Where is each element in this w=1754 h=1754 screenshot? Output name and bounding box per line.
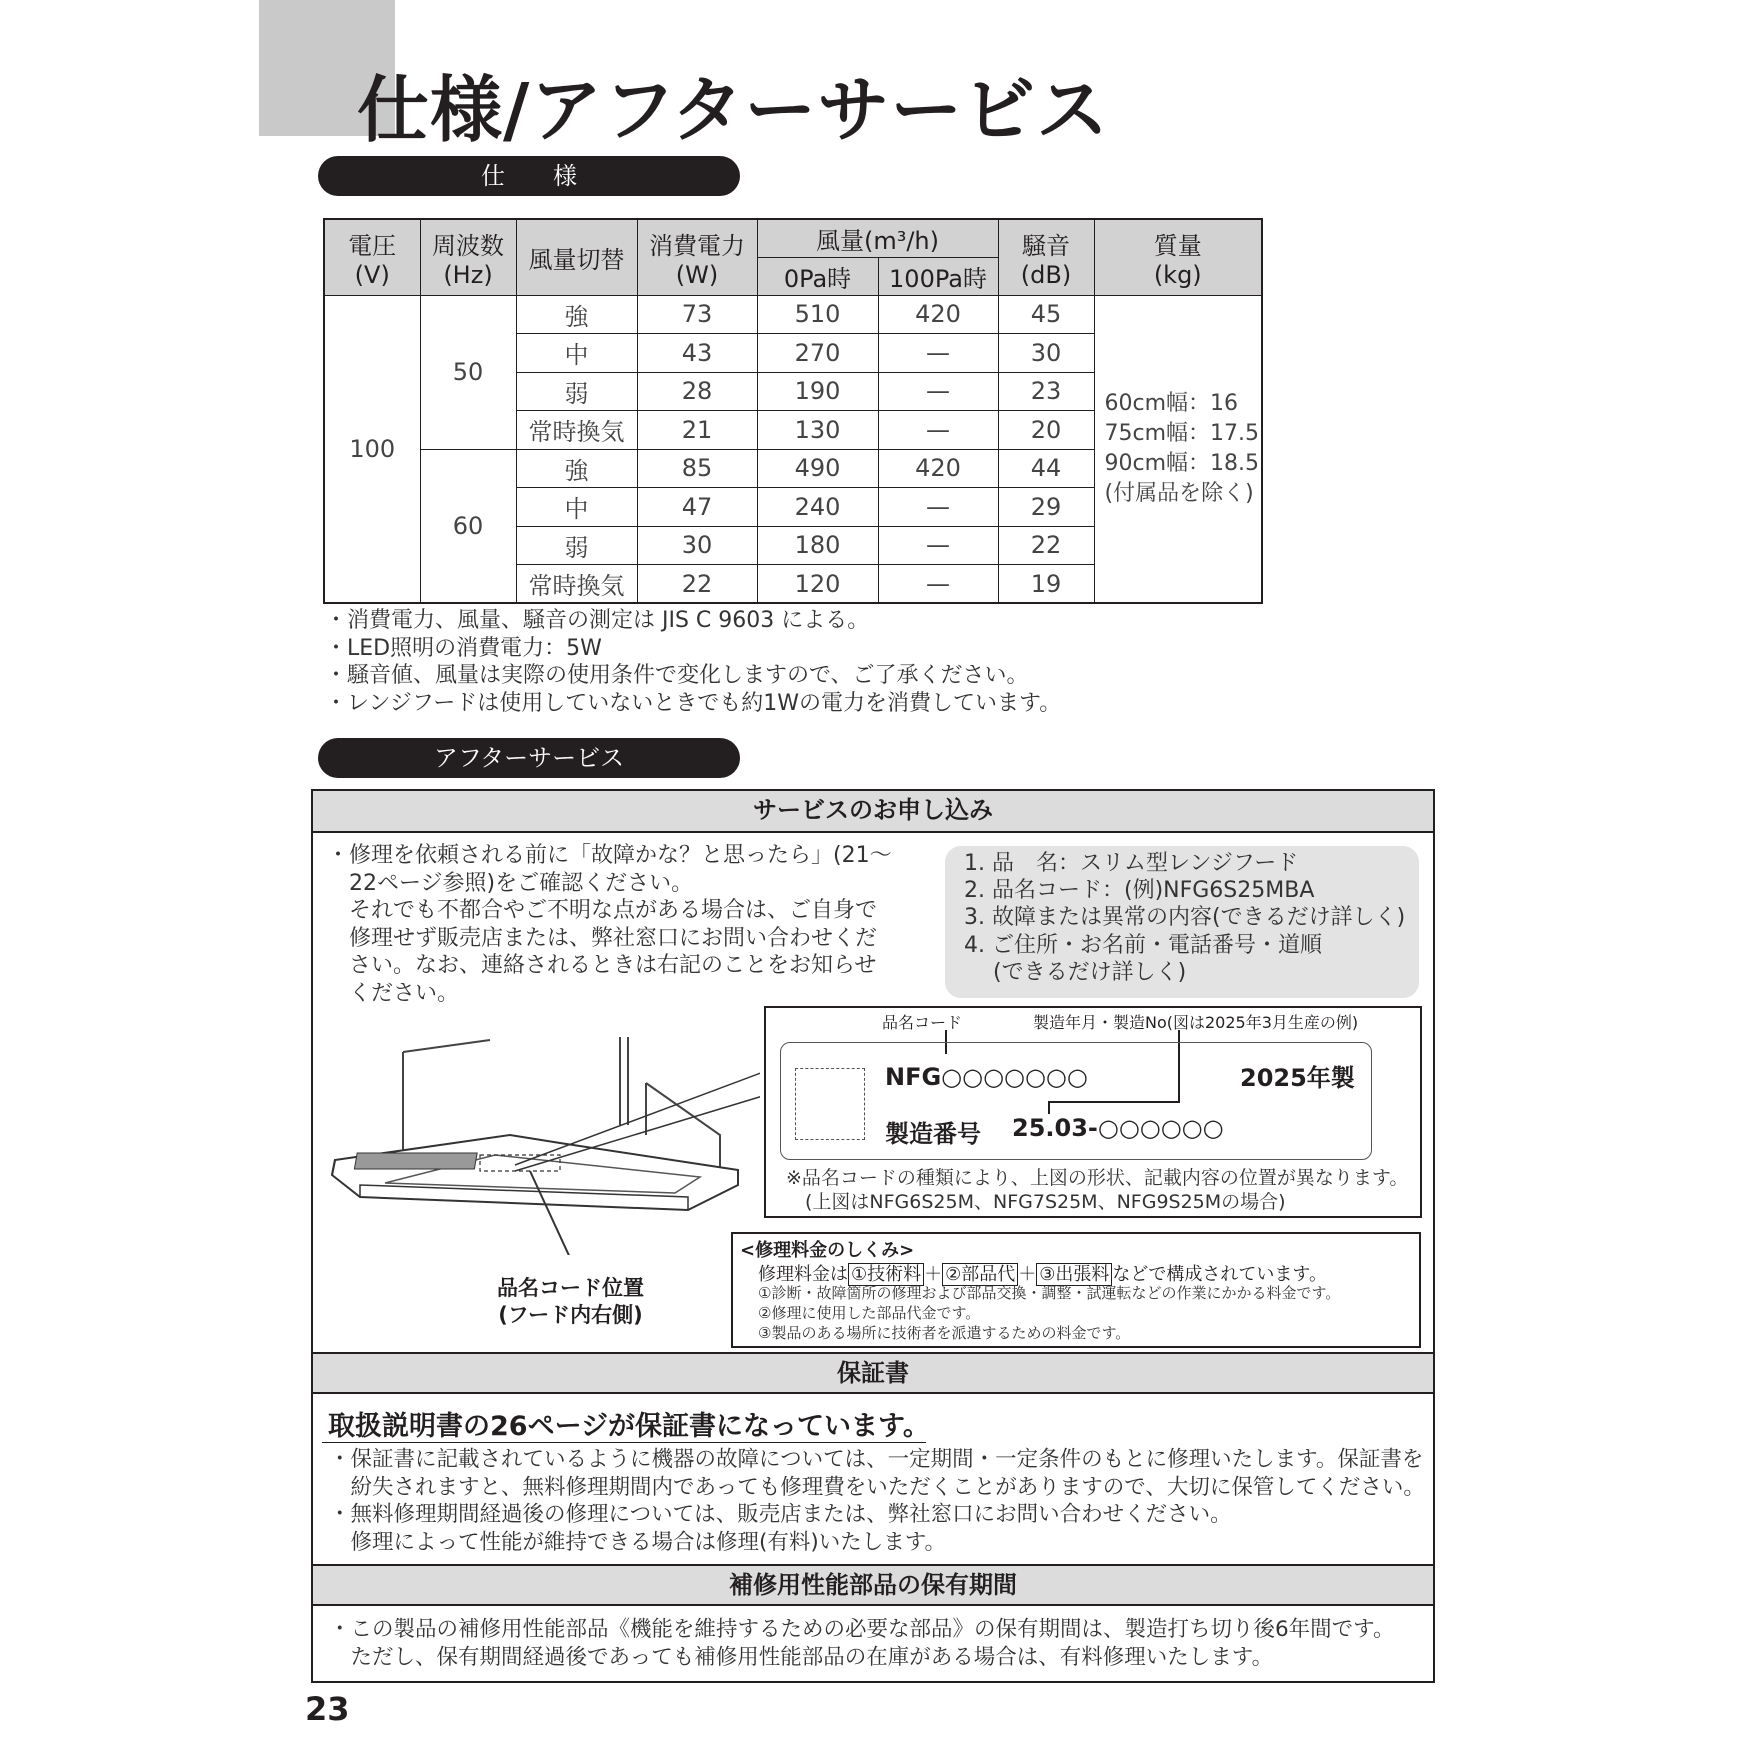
mode-header: 風量切替 [516,219,637,295]
freq-50-cell: 50 [420,295,516,449]
power-cell: 47 [637,488,757,527]
note-line: ・消費電力、風量、騒音の測定は JIS C 9603 による。 [325,608,870,633]
mode-cell: 中 [516,334,637,373]
serial-label: 製造番号 [885,1120,981,1148]
power-cell: 43 [637,334,757,373]
noise-cell: 29 [998,488,1094,527]
power-cell: 21 [637,411,757,450]
mode-cell: 強 [516,449,637,488]
table-row [324,295,1262,334]
airflow-0pa-cell: 510 [757,295,878,334]
application-text: ・修理を依頼される前に「故障かな？と思ったら」(21～ 22ページ参照)をご確認ください。 それでも不都合やご不明な点がある場合は、ご自身で 修理せず販売店または、弊社窓口にお問い合わせくだ さい。なお、連絡されるときは右記のことをお知らせ ください。 [327,843,892,1006]
airflow-100pa-cell: — [878,488,998,527]
spec-section-label: 仕 様 [318,156,740,196]
airflow-100pa-cell: — [878,526,998,565]
after-service-label: アフターサービス [318,738,740,778]
spec-notes [325,607,1061,717]
parts-header: 補修用性能部品の保有期間 [313,1564,1433,1606]
range-hood-illustration [330,1035,760,1255]
airflow-header: 風量(m³/h) [757,219,998,257]
mode-cell: 弱 [516,526,637,565]
airflow-100pa-cell: — [878,372,998,411]
airflow-100pa-cell: — [878,334,998,373]
airflow-0pa-cell: 180 [757,526,878,565]
airflow-0pa-cell: 120 [757,565,878,604]
airflow-100pa-cell: 420 [878,449,998,488]
power-cell: 30 [637,526,757,565]
noise-cell: 30 [998,334,1094,373]
application-header: サービスのお申し込み [313,791,1433,833]
noise-cell: 22 [998,526,1094,565]
year-value: 2025年製 [1240,1064,1355,1092]
freq-60-cell: 60 [420,449,516,603]
power-header: 消費電力 (W) [637,219,757,295]
fee-item-parts: ②部品代 [942,1263,1018,1286]
airflow-0pa-cell: 270 [757,334,878,373]
label-notes: ※品名コードの種類により、上図の形状、記載内容の位置が異なります。 (上図はNFG6S25M、NFG7S25M、NFG9S25Mの場合) [786,1167,1409,1213]
hood-caption: 品名コード位置 (フード内右側) [497,1276,644,1327]
power-cell: 28 [637,372,757,411]
power-cell: 73 [637,295,757,334]
noise-cell: 44 [998,449,1094,488]
airflow-0pa-cell: 130 [757,411,878,450]
parts-text: ・この製品の補修用性能部品《機能を維持するための必要な部品》の保有期間は、製造打ち切り後6年間です。 ただし、保有期間経過後であっても補修用性能部品の在庫がある場合は、有料修理いたします。 [329,1617,1395,1670]
airflow-100pa-cell: 420 [878,295,998,334]
voltage-header: 電圧 (V) [324,219,420,295]
mode-cell: 常時換気 [516,411,637,450]
label-stamp-area [795,1068,865,1140]
fee-heading: <修理料金のしくみ> [740,1240,915,1261]
noise-cell: 45 [998,295,1094,334]
code-value: NFG○○○○○○○ [885,1063,1088,1091]
voltage-cell: 100 [324,295,420,603]
fee-details: ①診断・故障箇所の修理および部品交換・調整・試運転などの作業にかかる料金です。 ②修理に使用した部品代金です。 ③製品のある場所に技術者を派遣するための料金です。 [758,1284,1341,1342]
spec-table [323,218,1263,604]
fee-item-travel: ③出張料 [1036,1263,1112,1286]
mode-cell: 中 [516,488,637,527]
note-line: ・レンジフードは使用していないときでも約1Wの電力を消費しています。 [325,690,1062,716]
warranty-header: 保証書 [313,1352,1433,1394]
fee-formula: 修理料金は ①技術料 ＋ ②部品代 ＋ ③出張料 などで構成されています。 [758,1264,1327,1285]
note-line: ・LED照明の消費電力：5W [325,635,602,661]
power-cell: 22 [637,565,757,604]
noise-header: 騒音 (dB) [998,219,1094,295]
page-number: 23 [305,1690,350,1728]
airflow-0pa-cell: 190 [757,372,878,411]
warranty-underline [322,1442,926,1443]
noise-cell: 23 [998,372,1094,411]
serial-caption: 製造年月・製造No(図は2025年3月生産の例) [1033,1013,1359,1032]
mode-cell: 弱 [516,372,637,411]
contact-info-list: 1. 品 名：スリム型レンジフード 2. 品名コード：(例)NFG6S25MBA 3. 故障または異常の内容(できるだけ詳しく) 4. ご住所・お名前・電話番号・道順 (できるだけ詳しく) [964,851,1406,985]
power-cell: 85 [637,449,757,488]
fee-item-technical: ①技術料 [848,1263,924,1286]
airflow-100pa-cell: — [878,411,998,450]
airflow-0pa-header: 0Pa時 [757,257,878,295]
airflow-100pa-header: 100Pa時 [878,257,998,295]
code-caption: 品名コード [882,1013,963,1032]
noise-cell: 20 [998,411,1094,450]
frequency-header: 周波数 (Hz) [420,219,516,295]
warranty-title: 取扱説明書の26ページが保証書になっています。 [328,1411,930,1442]
mass-header: 質量 (kg) [1094,219,1262,295]
airflow-100pa-cell: — [878,565,998,604]
serial-value: 25.03-○○○○○○ [1012,1114,1224,1142]
note-line: ・騒音値、風量は実際の使用条件で変化しますので、ご了承ください。 [325,663,1029,688]
noise-cell: 19 [998,565,1094,604]
page-title: 仕様/アフターサービス [357,68,1110,152]
warranty-text: ・保証書に記載されているように機器の故障については、一定期間・一定条件のもとに修理いたします。保証書を 紛失されますと、無料修理期間内であっても修理費をいただくことがありますので、大切に保管してください。 ・無料修理期間経過後の修理については、販売店または、弊社窓口にお問い合わせください。 修理によって性能が維持できる場合は修理(有料)いたします。 [329,1447,1425,1555]
airflow-0pa-cell: 490 [757,449,878,488]
mode-cell: 強 [516,295,637,334]
airflow-0pa-cell: 240 [757,488,878,527]
mass-cell: 60cm幅：16 75cm幅：17.5 90cm幅：18.5 (付属品を除く) [1094,295,1262,603]
mode-cell: 常時換気 [516,565,637,604]
